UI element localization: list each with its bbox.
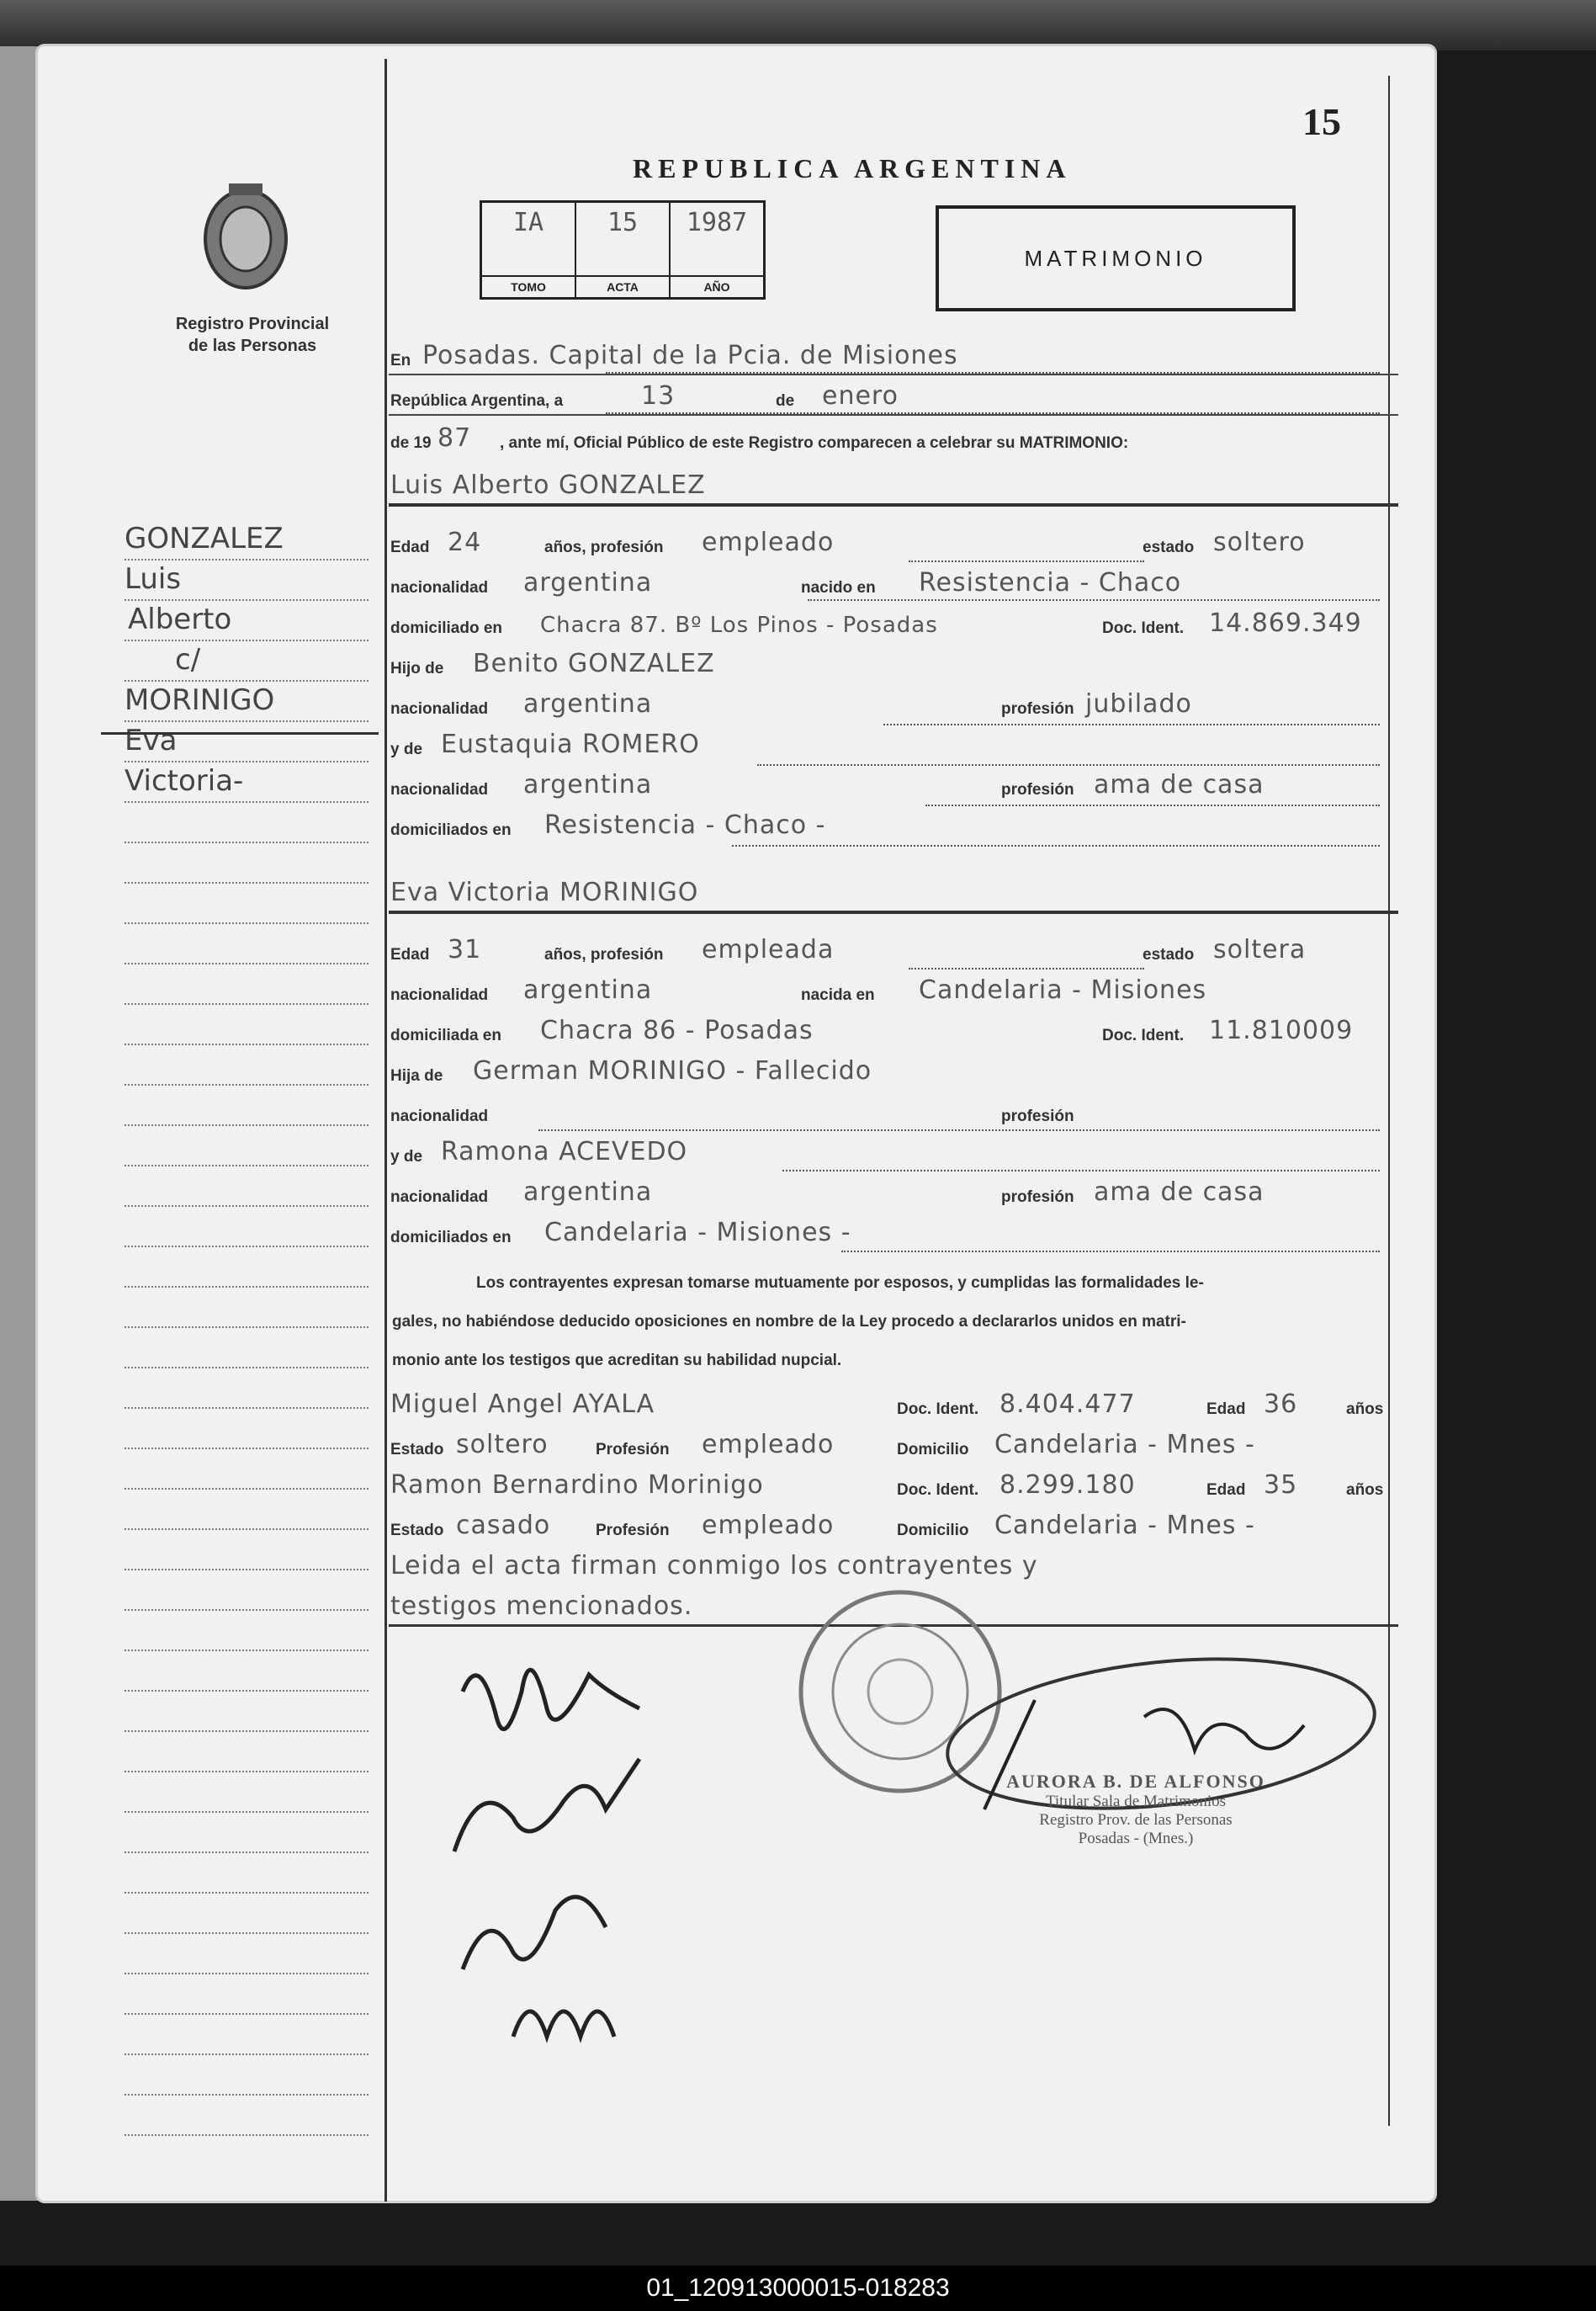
row-groom-mother: y de Eustaquia ROMERO bbox=[390, 730, 700, 759]
book-spine bbox=[0, 46, 40, 2201]
dotted-underline bbox=[782, 1170, 1380, 1171]
margin-line bbox=[125, 1730, 369, 1732]
row-closing2: testigos mencionados. bbox=[389, 1586, 1398, 1627]
margin-line bbox=[125, 1650, 369, 1651]
row-bride-mother: y de Ramona ACEVEDO bbox=[390, 1137, 688, 1166]
margin-line bbox=[125, 1367, 369, 1368]
row-groom-age: Edad 24 años, profesión empleado estado soltero bbox=[390, 528, 1306, 557]
acta-cell: 15 ACTA bbox=[576, 203, 671, 297]
row-groom-nac: nacionalidad argentina nacido en Resistencia - Chaco bbox=[390, 568, 1182, 598]
registry-label: Registro Provincial de las Personas bbox=[175, 315, 330, 355]
margin-line bbox=[125, 1851, 369, 1853]
margin-line bbox=[125, 599, 369, 601]
row-year: de 19 87 , ante mí, Oficial Público de este Registro comparecen a celebrar su MATRIMONIO: bbox=[390, 423, 1129, 453]
row-groom-dom: domiciliado en Chacra 87. Bº Los Pinos - Posadas Doc. Ident. 14.869.349 bbox=[390, 608, 1362, 638]
margin-line bbox=[125, 1609, 369, 1611]
row-bride-parents-dom: domiciliados en Candelaria - Misiones - bbox=[390, 1218, 851, 1247]
margin-line bbox=[125, 1084, 369, 1086]
margin-line bbox=[125, 801, 369, 803]
margin-line bbox=[125, 1811, 369, 1813]
row-bride-dom: domiciliada en Chacra 86 - Posadas Doc. Ident. 11.810009 bbox=[390, 1016, 1354, 1045]
margin-line bbox=[125, 720, 369, 722]
type-box: MATRIMONIO bbox=[936, 205, 1296, 311]
margin-line bbox=[125, 1205, 369, 1207]
margin-line bbox=[125, 1448, 369, 1449]
row-groom-name: Luis Alberto GONZALEZ bbox=[389, 465, 1398, 507]
margin-line bbox=[125, 1973, 369, 1974]
dotted-underline bbox=[909, 560, 1144, 562]
margin-line bbox=[125, 882, 369, 884]
dotted-underline bbox=[841, 1251, 1380, 1252]
margin-line bbox=[125, 1326, 369, 1328]
margin-divider bbox=[101, 732, 379, 735]
row-witness2-details: Estado casado Profesión empleado Domicilio Candelaria - Mnes - bbox=[390, 1511, 1255, 1540]
margin-line bbox=[125, 1165, 369, 1166]
margin-line bbox=[125, 1690, 369, 1692]
footer-id: 01_120913000015-018283 bbox=[0, 2266, 1596, 2311]
coat-of-arms-icon bbox=[195, 178, 296, 296]
dotted-underline bbox=[808, 599, 1380, 601]
row-witness1: Miguel Angel AYALA Doc. Ident. 8.404.477 Edad 36 años bbox=[390, 1389, 1384, 1419]
row-bfather-nac: nacionalidad profesión bbox=[390, 1108, 1074, 1125]
row-father-nac: nacionalidad argentina profesión jubilado bbox=[390, 689, 1192, 719]
margin-line bbox=[125, 1286, 369, 1288]
margin-rule bbox=[384, 59, 387, 2202]
margin-line bbox=[125, 640, 369, 641]
margin-line bbox=[125, 1892, 369, 1894]
margin-line bbox=[125, 1124, 369, 1126]
row-groom-parents-dom: domiciliados en Resistencia - Chaco - bbox=[390, 810, 826, 840]
margin-line bbox=[125, 2094, 369, 2096]
margin-line bbox=[125, 2013, 369, 2015]
dotted-underline bbox=[925, 805, 1380, 806]
dotted-underline bbox=[732, 845, 1380, 847]
page-header: REPUBLICA ARGENTINA bbox=[633, 153, 1072, 183]
record-box bbox=[480, 200, 766, 300]
background-top bbox=[0, 0, 1596, 50]
row-mother-nac: nacionalidad argentina profesión ama de casa bbox=[390, 770, 1265, 800]
dotted-underline bbox=[606, 372, 1380, 374]
margin-line bbox=[125, 1407, 369, 1409]
ano-cell: 1987 AÑO bbox=[671, 203, 763, 297]
dotted-underline bbox=[606, 412, 1380, 414]
row-groom-father: Hijo de Benito GONZALEZ bbox=[390, 649, 715, 678]
row-date: República Argentina, a 13 de enero bbox=[389, 375, 1398, 416]
signatures-icon bbox=[437, 1641, 707, 2079]
margin-line bbox=[125, 1569, 369, 1570]
margin-line bbox=[125, 1528, 369, 1530]
row-bride-nac: nacionalidad argentina nacida en Candelaria - Misiones bbox=[390, 975, 1207, 1005]
row-closing1: Leida el acta firman conmigo los contrayentes y bbox=[390, 1551, 1038, 1581]
margin-line bbox=[125, 922, 369, 924]
page-number: 15 bbox=[1302, 100, 1341, 143]
row-witness2: Ramon Bernardino Morinigo Doc. Ident. 8.299.180 Edad 35 años bbox=[390, 1470, 1384, 1500]
dotted-underline bbox=[909, 968, 1144, 970]
margin-note: GONZALEZ Luis Alberto c/ MORINIGO Eva Victoria- bbox=[125, 522, 284, 798]
margin-line bbox=[125, 559, 369, 560]
row-bmother-nac: nacionalidad argentina profesión ama de casa bbox=[390, 1177, 1265, 1207]
margin-line bbox=[125, 2053, 369, 2055]
official-stamp: AURORA B. DE ALFONSO Titular Sala de Matrimonios Registro Prov. de las Personas Posadas - (Mnes.) bbox=[1006, 1771, 1265, 1847]
declaration-paragraph: Los contrayentes expresan tomarse mutuamente por esposos, y cumplidas las formalidades le- gales, no habiéndose deducido oposiciones en nombre de la Ley procedo a declararlos unidos en matri- monio ante los testigos que acreditan su habilidad nupcial. bbox=[392, 1274, 1204, 1369]
tomo-cell: IA TOMO bbox=[482, 203, 576, 297]
row-witness1-details: Estado soltero Profesión empleado Domicilio Candelaria - Mnes - bbox=[390, 1430, 1255, 1459]
dotted-underline bbox=[757, 764, 1380, 766]
margin-line bbox=[125, 963, 369, 964]
margin-line bbox=[125, 1771, 369, 1772]
margin-line bbox=[125, 1488, 369, 1490]
row-place: En Posadas. Capital de la Pcia. de Misiones bbox=[389, 335, 1398, 375]
margin-line bbox=[125, 1044, 369, 1045]
margin-line bbox=[125, 1932, 369, 1934]
dotted-underline bbox=[538, 1129, 1380, 1131]
margin-line bbox=[125, 1246, 369, 1247]
margin-line bbox=[125, 2134, 369, 2136]
row-bride-name: Eva Victoria MORINIGO bbox=[389, 872, 1398, 914]
row-bride-father: Hija de German MORINIGO - Fallecido bbox=[390, 1056, 872, 1086]
margin-line bbox=[125, 842, 369, 843]
row-bride-age: Edad 31 años, profesión empleada estado soltera bbox=[390, 935, 1307, 964]
dotted-underline bbox=[883, 724, 1380, 725]
margin-line bbox=[125, 1003, 369, 1005]
margin-line bbox=[125, 761, 369, 762]
margin-line bbox=[125, 680, 369, 682]
